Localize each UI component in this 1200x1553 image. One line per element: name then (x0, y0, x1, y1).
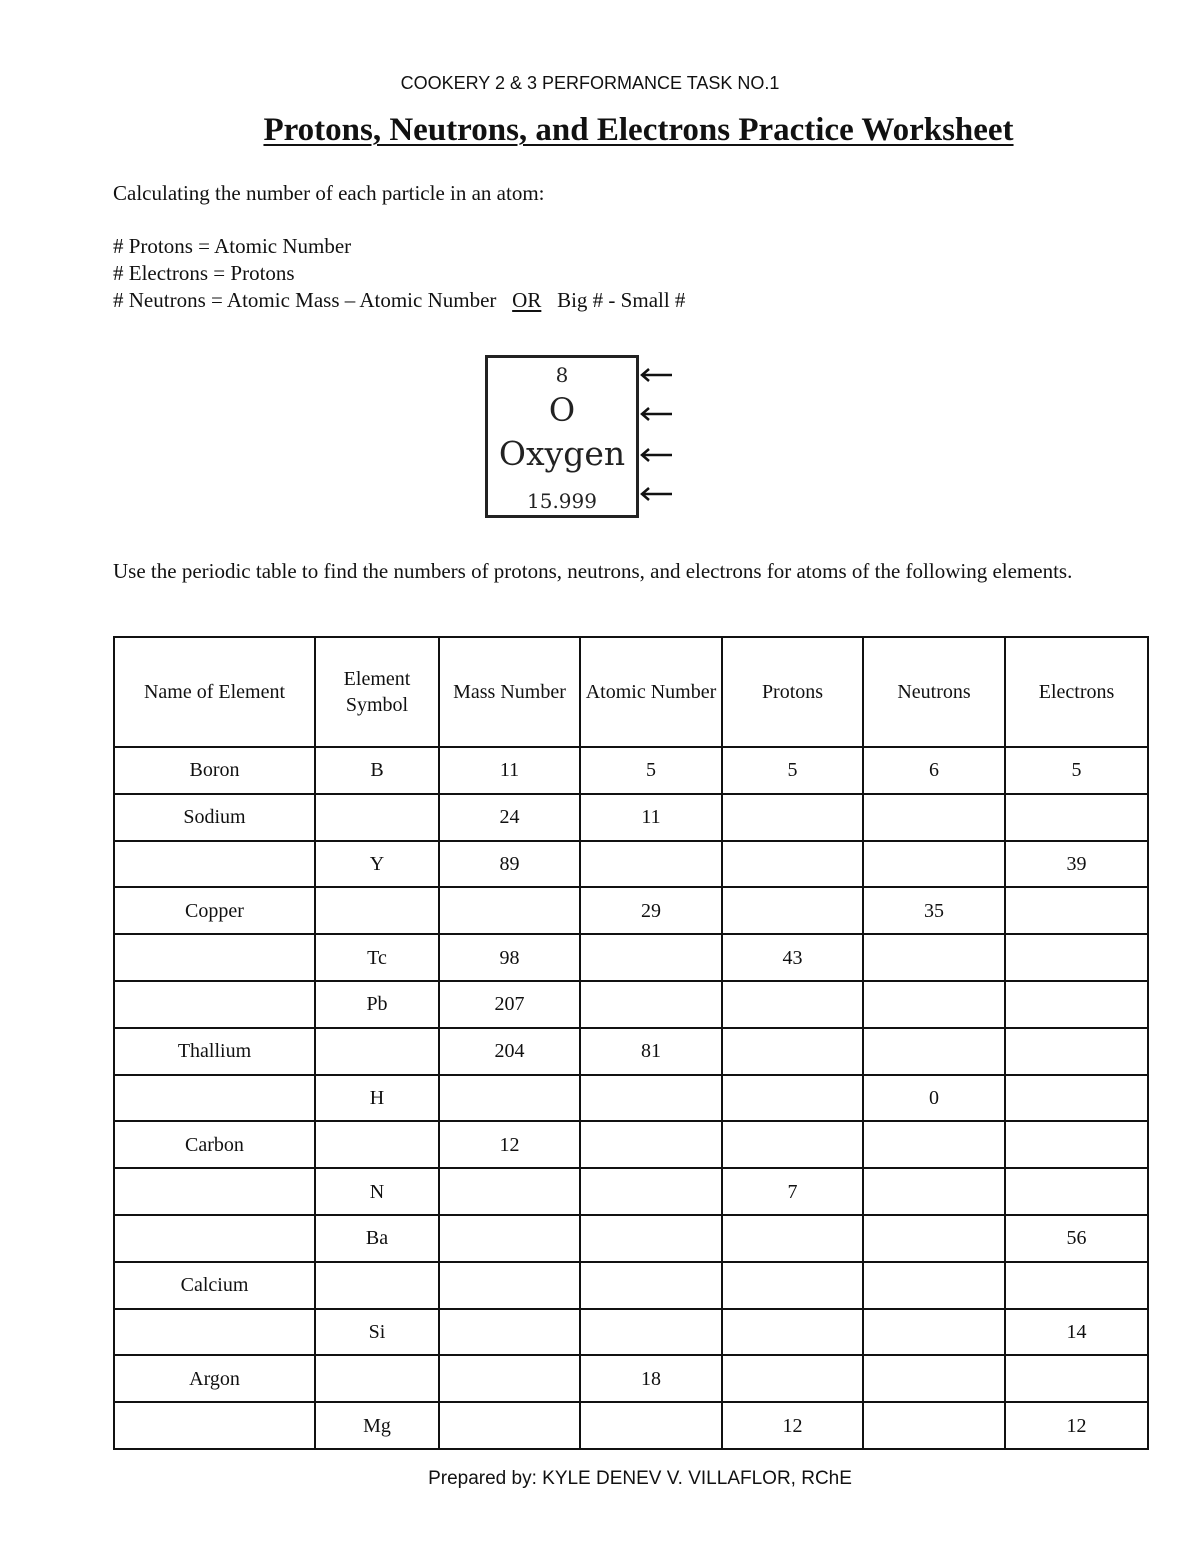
cell-protons (722, 1215, 863, 1262)
cell-electrons: 12 (1005, 1402, 1148, 1449)
cell-name: Calcium (114, 1262, 315, 1309)
cell-mass-number (439, 1309, 580, 1356)
cell-symbol: Ba (315, 1215, 439, 1262)
cell-atomic-number (580, 1262, 722, 1309)
cell-symbol (315, 1262, 439, 1309)
cell-symbol: Tc (315, 934, 439, 981)
cell-name (114, 1168, 315, 1215)
tile-atomic-mass: 15.999 (527, 489, 597, 513)
cell-name (114, 934, 315, 981)
cell-protons (722, 1121, 863, 1168)
cell-atomic-number (580, 1309, 722, 1356)
table-row (114, 1355, 1148, 1402)
cell-mass-number: 12 (439, 1121, 580, 1168)
worksheet-title: Protons, Neutrons, and Electrons Practice Worksheet (263, 112, 1014, 148)
cell-mass-number: 89 (439, 841, 580, 888)
cell-protons (722, 1262, 863, 1309)
cell-atomic-number (580, 1121, 722, 1168)
cell-mass-number (439, 1262, 580, 1309)
arrow-left-icon (642, 449, 672, 461)
cell-protons: 12 (722, 1402, 863, 1449)
cell-mass-number (439, 1168, 580, 1215)
cell-neutrons (863, 1121, 1005, 1168)
arrow-left-icon (642, 408, 672, 420)
cell-neutrons (863, 1402, 1005, 1449)
cell-electrons (1005, 1075, 1148, 1122)
cell-protons (722, 1028, 863, 1075)
column-header-name: Name of Element (114, 637, 315, 747)
cell-protons: 5 (722, 747, 863, 794)
cell-name: Boron (114, 747, 315, 794)
cell-name (114, 1402, 315, 1449)
cell-symbol: H (315, 1075, 439, 1122)
cell-electrons (1005, 794, 1148, 841)
cell-name: Copper (114, 887, 315, 934)
cell-symbol (315, 887, 439, 934)
cell-mass-number (439, 1075, 580, 1122)
cell-mass-number (439, 1355, 580, 1402)
cell-neutrons: 0 (863, 1075, 1005, 1122)
table-row (114, 794, 1148, 841)
cell-neutrons (863, 1028, 1005, 1075)
cell-atomic-number (580, 1168, 722, 1215)
cell-mass-number: 98 (439, 934, 580, 981)
tile-symbol: O (548, 391, 576, 429)
cell-name: Thallium (114, 1028, 315, 1075)
cell-electrons: 5 (1005, 747, 1148, 794)
rule-neutrons-alt: Big # - Small # (557, 288, 686, 312)
elements-table (113, 636, 1149, 1450)
table-row (114, 1168, 1148, 1215)
cell-mass-number: 11 (439, 747, 580, 794)
cell-symbol (315, 794, 439, 841)
cell-neutrons: 6 (863, 747, 1005, 794)
cell-atomic-number (580, 841, 722, 888)
cell-name (114, 841, 315, 888)
cell-symbol (315, 1028, 439, 1075)
table-row (114, 841, 1148, 888)
cell-atomic-number (580, 1075, 722, 1122)
cell-electrons (1005, 1355, 1148, 1402)
cell-neutrons (863, 1309, 1005, 1356)
table-row (114, 1121, 1148, 1168)
cell-atomic-number (580, 1402, 722, 1449)
cell-neutrons (863, 794, 1005, 841)
cell-neutrons (863, 1355, 1005, 1402)
cell-symbol: Mg (315, 1402, 439, 1449)
cell-name (114, 1309, 315, 1356)
table-row (114, 747, 1148, 794)
cell-electrons (1005, 887, 1148, 934)
instructions-text: Use the periodic table to find the numbers of protons, neutrons, and electrons for atoms of the following elements. (113, 559, 1073, 583)
cell-symbol: B (315, 747, 439, 794)
column-header-symbol: Element Symbol (315, 637, 439, 747)
cell-atomic-number: 5 (580, 747, 722, 794)
table-row (114, 981, 1148, 1028)
tile-atomic-number: 8 (555, 363, 569, 387)
cell-neutrons (863, 1215, 1005, 1262)
column-header-mass-number: Mass Number (439, 637, 580, 747)
cell-mass-number (439, 887, 580, 934)
cell-atomic-number: 11 (580, 794, 722, 841)
cell-neutrons: 35 (863, 887, 1005, 934)
cell-electrons (1005, 981, 1148, 1028)
cell-atomic-number (580, 934, 722, 981)
arrow-left-icon (642, 369, 672, 381)
cell-atomic-number: 81 (580, 1028, 722, 1075)
tile-element-name: Oxygen (498, 434, 626, 473)
cell-neutrons (863, 1168, 1005, 1215)
cell-protons (722, 981, 863, 1028)
table-row (114, 1262, 1148, 1309)
cell-mass-number (439, 1215, 580, 1262)
cell-name (114, 1075, 315, 1122)
cell-electrons (1005, 1028, 1148, 1075)
cell-protons (722, 841, 863, 888)
cell-protons (722, 1075, 863, 1122)
cell-name: Carbon (114, 1121, 315, 1168)
cell-electrons: 14 (1005, 1309, 1148, 1356)
tile-arrows (636, 355, 686, 515)
cell-protons (722, 794, 863, 841)
column-header-atomic-number: Atomic Number (580, 637, 722, 747)
cell-mass-number: 204 (439, 1028, 580, 1075)
cell-mass-number: 207 (439, 981, 580, 1028)
cell-mass-number (439, 1402, 580, 1449)
cell-neutrons (863, 841, 1005, 888)
cell-protons: 43 (722, 934, 863, 981)
cell-protons (722, 1309, 863, 1356)
intro-text: Calculating the number of each particle in an atom: (113, 181, 545, 205)
rule-neutrons (113, 288, 685, 313)
cell-atomic-number (580, 981, 722, 1028)
rule-protons: # Protons = Atomic Number (113, 234, 352, 258)
periodic-tile (485, 355, 639, 518)
cell-neutrons (863, 934, 1005, 981)
cell-symbol (315, 1121, 439, 1168)
cell-name (114, 1215, 315, 1262)
cell-electrons (1005, 1121, 1148, 1168)
cell-name (114, 981, 315, 1028)
table-row (114, 1075, 1148, 1122)
column-header-neutrons: Neutrons (863, 637, 1005, 747)
document-header: COOKERY 2 & 3 PERFORMANCE TASK NO.1 (400, 73, 780, 93)
table-row (114, 1402, 1148, 1449)
cell-symbol: Y (315, 841, 439, 888)
column-header-electrons: Electrons (1005, 637, 1148, 747)
table-row (114, 887, 1148, 934)
column-header-protons: Protons (722, 637, 863, 747)
cell-electrons (1005, 1262, 1148, 1309)
prepared-by: Prepared by: KYLE DENEV V. VILLAFLOR, RChE (428, 1468, 852, 1489)
table-row (114, 934, 1148, 981)
cell-symbol (315, 1355, 439, 1402)
cell-electrons (1005, 934, 1148, 981)
cell-symbol: Si (315, 1309, 439, 1356)
cell-neutrons (863, 981, 1005, 1028)
cell-protons (722, 1355, 863, 1402)
table-row (114, 1309, 1148, 1356)
cell-atomic-number: 29 (580, 887, 722, 934)
rule-electrons: # Electrons = Protons (113, 261, 295, 285)
table-row (114, 1215, 1148, 1262)
cell-electrons: 56 (1005, 1215, 1148, 1262)
cell-atomic-number: 18 (580, 1355, 722, 1402)
cell-name: Argon (114, 1355, 315, 1402)
cell-mass-number: 24 (439, 794, 580, 841)
cell-symbol: Pb (315, 981, 439, 1028)
cell-neutrons (863, 1262, 1005, 1309)
cell-symbol: N (315, 1168, 439, 1215)
table-header-row (114, 637, 1148, 747)
cell-protons: 7 (722, 1168, 863, 1215)
cell-electrons (1005, 1168, 1148, 1215)
rule-neutrons-formula: # Neutrons = Atomic Mass – Atomic Number (113, 288, 497, 312)
arrow-left-icon (642, 488, 672, 500)
cell-electrons: 39 (1005, 841, 1148, 888)
rule-neutrons-or: OR (512, 288, 542, 312)
table-row (114, 1028, 1148, 1075)
cell-name: Sodium (114, 794, 315, 841)
cell-atomic-number (580, 1215, 722, 1262)
cell-protons (722, 887, 863, 934)
